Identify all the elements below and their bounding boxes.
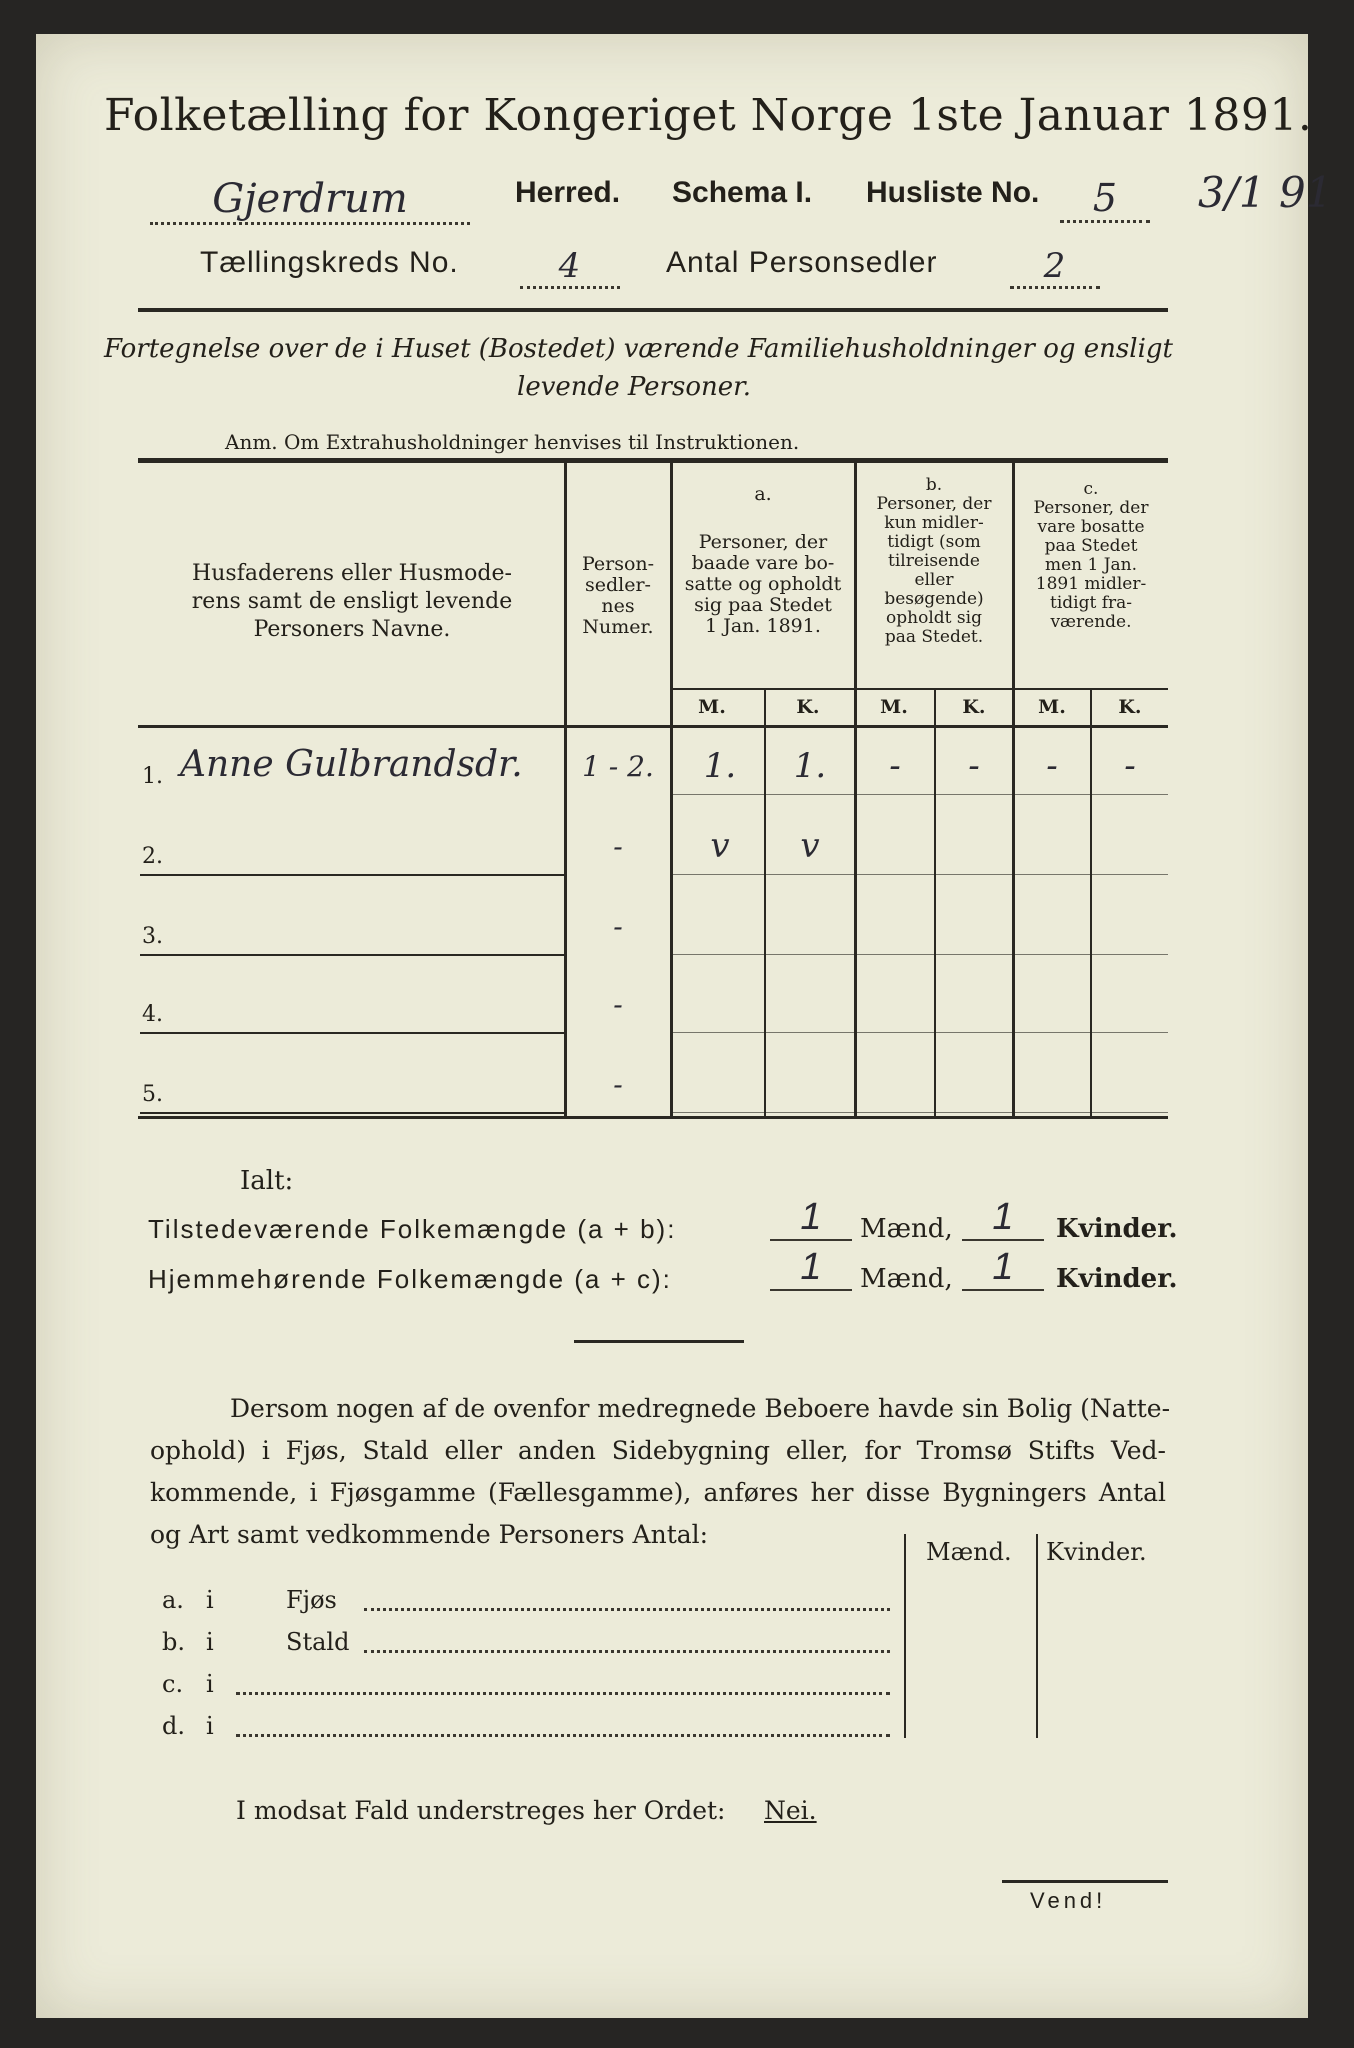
buildings-kvinder-header: Kvinder. xyxy=(1046,1538,1147,1566)
row-rule-counts xyxy=(672,1032,1168,1033)
hjemme-label: Hjemmehørende Folkemængde (a + c): xyxy=(148,1264,672,1294)
section-divider xyxy=(574,1340,744,1343)
personsedler-number: 1 - 2. xyxy=(582,750,654,783)
form-title: Folketælling for Kongeriget Norge 1ste Januar 1891. xyxy=(104,90,1313,141)
mk-subheader-rule xyxy=(670,688,1168,690)
header-divider xyxy=(138,308,1168,312)
annotation-note: Anm. Om Extrahusholdninger henvises til Instruktionen. xyxy=(225,430,800,454)
count-a-k: 1. xyxy=(793,746,827,786)
herred-line xyxy=(150,176,470,225)
personsedler-number: - xyxy=(613,1068,623,1101)
buildings-paragraph: Dersom nogen af de ovenfor medregnede Beboere havde sin Bolig (Natte- ophold) i Fjøs, Stald eller anden Sidebygning eller, for Tromsø Stifts Ved- kommende, i Fjøsgamme (Fællesgamme), anføres her disse Bygningers Antal og Art samt vedkommende Personers Antal: xyxy=(150,1394,1171,1549)
personsedler-number: - xyxy=(613,830,623,863)
tilstede-kvinder-value: 1 xyxy=(962,1196,1044,1241)
col-c-m-label: M. xyxy=(1038,696,1066,718)
husliste-label: Husliste No. xyxy=(866,176,1040,209)
row-rule xyxy=(140,954,564,956)
tilstede-label: Tilstedeværende Folkemængde (a + b): xyxy=(148,1214,677,1244)
row-number: 2. xyxy=(142,844,163,869)
building-leader-dots xyxy=(236,1692,890,1695)
col-c-header: c. Personer, der vare bosatte paa Stedet men 1 Jan. 1891 midler- tidigt fra- værende. xyxy=(1033,479,1149,632)
antal-label: Antal Personsedler xyxy=(666,246,938,279)
row-rule-counts xyxy=(672,874,1168,875)
building-letter: c. xyxy=(162,1670,184,1698)
building-leader-dots xyxy=(364,1650,890,1653)
building-letter: a. xyxy=(162,1586,184,1614)
personsedler-number: - xyxy=(613,910,623,943)
col-b-m-label: M. xyxy=(880,696,908,718)
hjemme-kvinder-value: 1 xyxy=(962,1246,1044,1291)
antal-value: 2 xyxy=(1010,246,1100,289)
row-rule-counts xyxy=(672,794,1168,795)
tilstede-maend-value: 1 xyxy=(770,1196,852,1241)
description-line-1: Fortegnelse over de i Huset (Bostedet) værende Familiehusholdninger og ensligt xyxy=(104,334,1173,364)
col-number-header: Person- sedler- nes Numer. xyxy=(581,553,655,638)
personsedler-number: - xyxy=(613,988,623,1021)
tilstede-kvinder-word: Kvinder. xyxy=(1056,1214,1178,1244)
kreds-value: 4 xyxy=(520,246,620,289)
nei-word: Nei. xyxy=(764,1796,817,1825)
col-c-k-label: K. xyxy=(1118,696,1142,718)
vend-rule xyxy=(1002,1880,1168,1883)
herred-label: Herred. xyxy=(515,176,621,209)
count-c-k: - xyxy=(1124,746,1136,786)
col-b-header: b. Personer, der kun midler- tidigt (som tilreisende eller besøgende) opholdt sig paa Stedet. xyxy=(876,475,992,647)
building-prep: i xyxy=(206,1712,214,1740)
husliste-value: 5 xyxy=(1060,176,1150,223)
row-rule-counts xyxy=(672,1112,1168,1113)
hjemme-maend-value: 1 xyxy=(770,1246,852,1291)
row-number: 5. xyxy=(142,1082,163,1107)
row-number: 3. xyxy=(142,924,163,949)
ialt-label: Ialt: xyxy=(240,1166,294,1196)
building-prep: i xyxy=(206,1670,214,1698)
household-name: Anne Gulbrandsdr. xyxy=(180,744,523,785)
building-leader-dots xyxy=(236,1734,890,1737)
count-a-m: 1. xyxy=(703,746,737,786)
col-a-letter: a. xyxy=(754,483,772,505)
row-number: 1. xyxy=(142,764,163,789)
building-letter: d. xyxy=(162,1712,185,1740)
col-a-header: Personer, der baade vare bo- satte og opholdt sig paa Stedet 1 Jan. 1891. xyxy=(684,531,842,637)
schema-label: Schema I. xyxy=(672,176,813,209)
building-letter: b. xyxy=(162,1628,185,1656)
buildings-col-divider-1 xyxy=(904,1534,906,1738)
tilstede-maend-word: Mænd, xyxy=(860,1214,953,1244)
col-name-header: Husfaderens eller Husmode- rens samt de ensligt levende Personers Navne. xyxy=(191,561,513,642)
building-label: Stald xyxy=(286,1628,350,1656)
buildings-maend-header: Mænd. xyxy=(926,1538,1012,1566)
hjemme-maend-word: Mænd, xyxy=(860,1264,953,1294)
row-rule xyxy=(140,874,564,876)
row-rule-counts xyxy=(672,954,1168,955)
row-rule xyxy=(140,1032,564,1034)
count-c-m: - xyxy=(1046,746,1058,786)
col-a-k-label: K. xyxy=(796,696,820,718)
description-line-2: levende Personer. xyxy=(517,372,751,402)
building-label: Fjøs xyxy=(286,1586,337,1614)
modsat-text: I modsat Fald understreges her Ordet: xyxy=(236,1796,726,1825)
count-b-k: - xyxy=(968,746,980,786)
count-b-m: - xyxy=(889,746,901,786)
building-prep: i xyxy=(206,1586,214,1614)
herred-value: Gjerdrum xyxy=(150,176,470,225)
row-rule xyxy=(140,1112,564,1114)
buildings-col-divider-2 xyxy=(1036,1534,1038,1738)
count-a-m: v xyxy=(710,826,730,866)
building-leader-dots xyxy=(364,1608,890,1611)
col-a-m-label: M. xyxy=(698,696,726,718)
kreds-label: Tællingskreds No. xyxy=(200,246,459,279)
row-number: 4. xyxy=(142,1002,163,1027)
vend-text: Vend! xyxy=(1030,1888,1107,1913)
count-a-k: v xyxy=(800,826,820,866)
building-prep: i xyxy=(206,1628,214,1656)
hjemme-kvinder-word: Kvinder. xyxy=(1056,1264,1178,1294)
margin-note: 3/1 91 xyxy=(1198,168,1333,217)
col-b-k-label: K. xyxy=(962,696,986,718)
